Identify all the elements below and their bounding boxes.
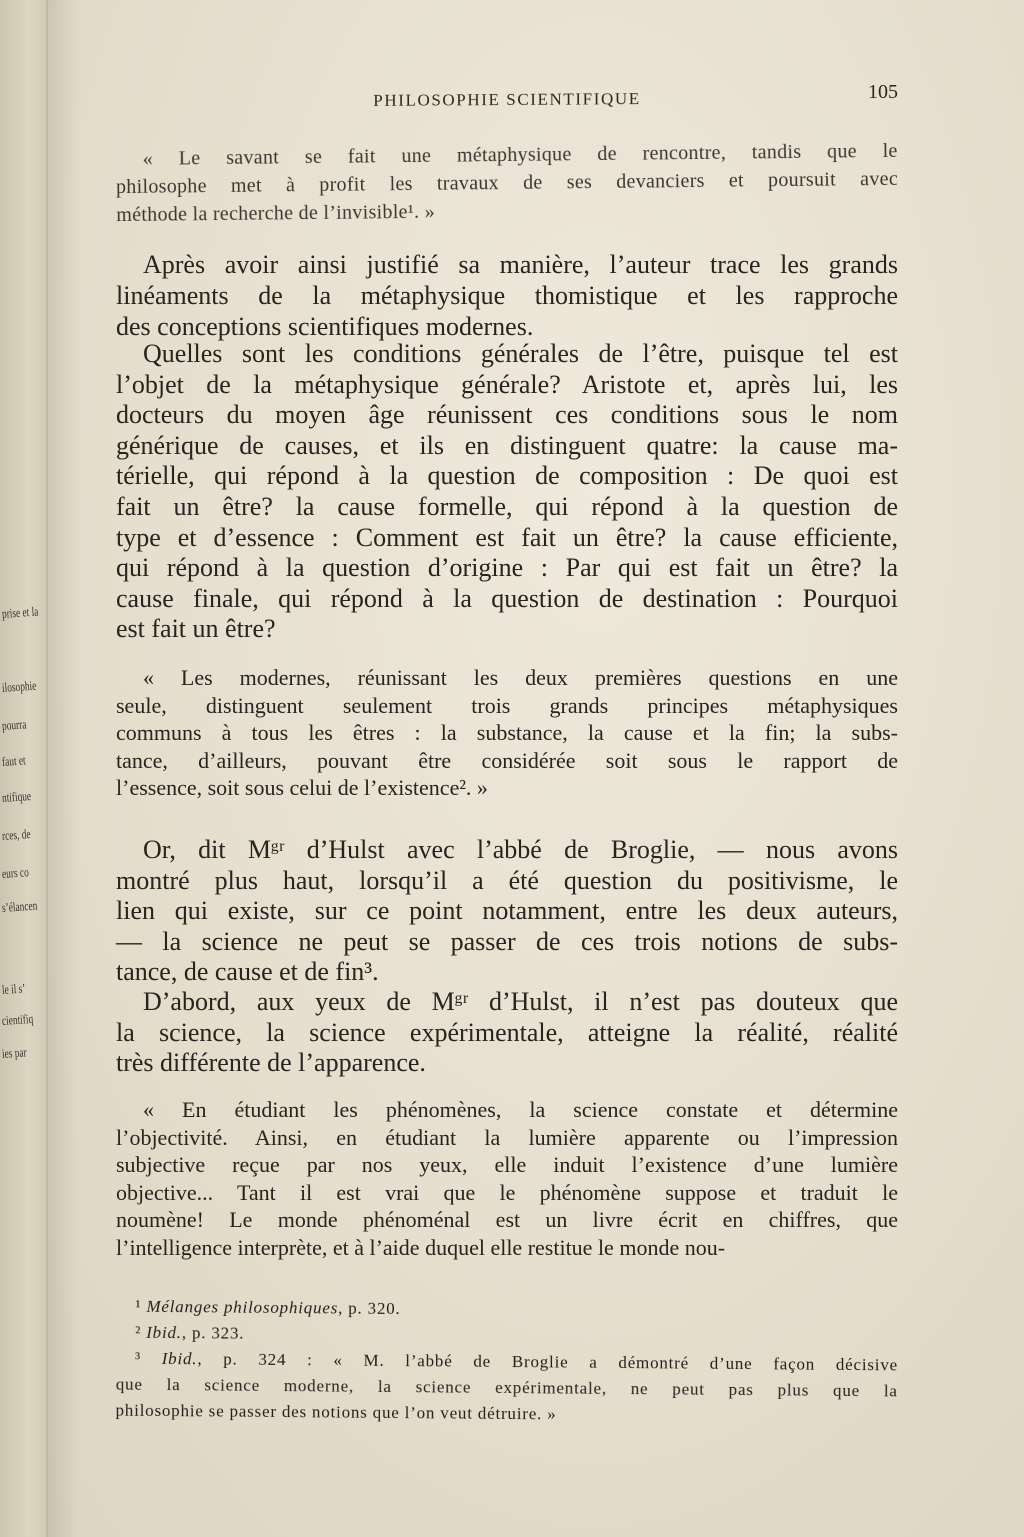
quotation-block (116, 137, 899, 229)
footnote-mark: ³ (134, 1348, 142, 1368)
page-edge-fragment: prise et la (1, 603, 39, 621)
text-line: fait un être? la cause formelle, qui répond à la question de (116, 491, 898, 521)
page-edge-fragment: le il s’ (1, 980, 26, 997)
text-line: objective... Tant il est vrai que le phénomène suppose et traduit le (116, 1179, 898, 1205)
footnote-title: Mélanges philosophiques (146, 1296, 339, 1318)
text-line: seule, distinguent seulement trois grands principes métaphysiques (116, 692, 898, 718)
text-line: — la science ne peut se passer de ces trois notions de subs- (116, 926, 898, 956)
footnote-text: , p. 320. (338, 1298, 401, 1319)
paragraph (116, 835, 898, 988)
text-line: très différente de l’apparence. (116, 1048, 426, 1077)
text-line: la science, la science expérimentale, atteigne la réalité, réalité (116, 1017, 898, 1047)
quotation-block (116, 664, 898, 802)
paragraph (116, 339, 898, 645)
text-line: « Le savant se fait une métaphysique de rencontre, tandis que le (142, 139, 898, 170)
paragraph (116, 987, 898, 1079)
text-line: « Les modernes, réunissant les deux premières questions en une (143, 665, 898, 690)
quotation-block (116, 1096, 898, 1262)
text-line: noumène! Le monde phénoménal est un livre écrit en chiffres, que (116, 1207, 898, 1233)
page-edge-fragment: cientifiq (1, 1010, 34, 1028)
text-line: docteurs du moyen âge réunissent ces conditions sous le nom (116, 400, 898, 430)
page-edge-fragment: rces, de (1, 826, 32, 843)
text-line: générique de causes, et ils en distinguent quatre: la cause ma- (116, 430, 898, 460)
page-edge-fragment: pourra (1, 716, 27, 733)
text-line: Après avoir ainsi justifié sa manière, l’auteur trace les grands (143, 250, 898, 279)
text-line: Or, dit Mᵍʳ d’Hulst avec l’abbé de Broglie, — nous avons (143, 835, 898, 864)
page-edge-fragment: ntifique (1, 787, 32, 805)
text-line: philosophe met à profit les travaux de ses devanciers et poursuit avec (115, 167, 899, 199)
text-line: « En étudiant les phénomènes, la science constate et détermine (143, 1097, 898, 1122)
text-line: l’objectivité. Ainsi, en étudiant la lumière apparente ou l’impression (116, 1124, 898, 1150)
text-line: philosophie se passer des notions que l’on veut détruire. » (115, 1400, 557, 1424)
footnote-text: , p. 324 : « M. l’abbé de Broglie a démontré d’une façon décisive (197, 1349, 899, 1375)
footnote-text: , p. 323. (181, 1323, 245, 1343)
footnotes (115, 1294, 898, 1431)
page-edge-fragment: faut et (1, 752, 27, 769)
page-edge-fragment: ies par (1, 1044, 28, 1061)
text-line: que la science moderne, la science expérimentale, ne peut pas plus que la (115, 1374, 898, 1401)
gutter-shadow (46, 0, 80, 1537)
text-line: térielle, qui répond à la question de composition : De quoi est (116, 461, 898, 491)
footnote-title: Ibid. (146, 1322, 182, 1343)
footnote-3-continued (115, 1372, 897, 1431)
text-line: est fait un être? (116, 614, 276, 644)
text-line: Quelles sont les conditions générales de l’être, puisque tel est (143, 339, 898, 368)
text-line: subjective reçue par nos yeux, elle induit l’existence d’une lumière (116, 1152, 898, 1178)
text-line: communs à tous les êtres : la substance, la cause et la fin; la subs- (116, 720, 898, 745)
text-line: l’objet de la métaphysique générale? Aristote et, après lui, les (116, 369, 898, 399)
text-line: des conceptions scientifiques modernes. (116, 312, 534, 341)
text-line: D’abord, aux yeux de Mᵍʳ d’Hulst, il n’est pas douteux que (143, 987, 898, 1016)
previous-page-edge (0, 0, 48, 1537)
text-line: lien qui existe, sur ce point notamment, entre les deux auteurs, (116, 896, 898, 925)
text-line: l’intelligence interprète, et à l’aide duquel elle restitue le monde nou- (116, 1234, 726, 1260)
paragraph (116, 249, 898, 342)
text-line: montré plus haut, lorsqu’il a été question du positivisme, le (116, 865, 898, 895)
text-line: tance, de cause et de fin³. (116, 957, 379, 986)
page-edge-fragment: ilosophie (1, 677, 37, 695)
page-edge-fragment: eurs co (1, 864, 30, 881)
text-line: linéaments de la métaphysique thomistique et les rapproche (116, 281, 898, 310)
page-number: 105 (868, 81, 898, 103)
text-line: type et d’essence : Comment est fait un être? la cause efficiente, (116, 522, 898, 552)
text-line: méthode la recherche de l’invisible¹. » (116, 200, 436, 227)
footnote-mark: ¹ (135, 1296, 142, 1316)
footnote-mark: ² (135, 1322, 142, 1342)
footnote-title: Ibid. (161, 1348, 198, 1369)
text-line: qui répond à la question d’origine : Par qui est fait un être? la (116, 553, 898, 583)
text-line: tance, d’ailleurs, pouvant être considérée soit sous le rapport de (116, 747, 898, 773)
text-line: l’essence, soit sous celui de l’existence². » (116, 775, 488, 800)
running-head: PHILOSOPHIE SCIENTIFIQUE (373, 89, 641, 110)
text-line: cause finale, qui répond à la question de destination : Pourquoi (116, 583, 898, 613)
page-edge-fragment: s’élancen (1, 897, 38, 915)
